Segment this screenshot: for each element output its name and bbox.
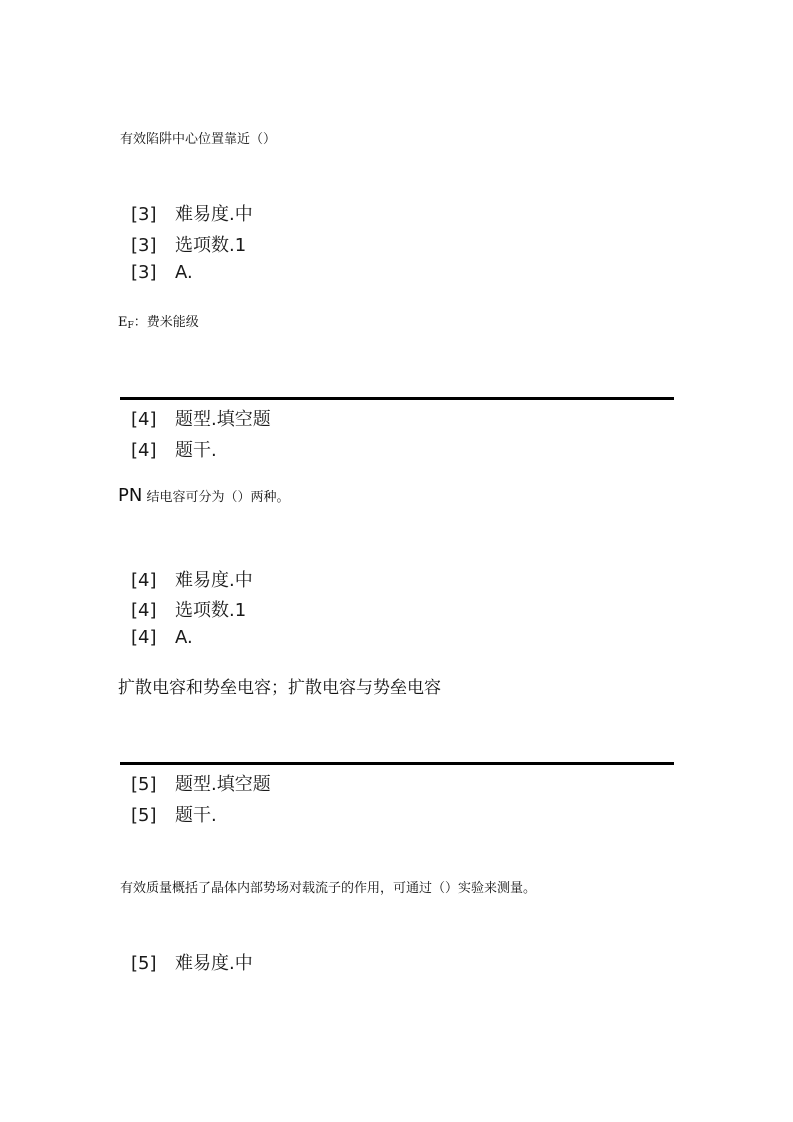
- q4-answer-text: 扩散电容和势垒电容；扩散电容与势垒电容: [118, 678, 441, 698]
- q3-answer-num: [3]: [131, 262, 157, 283]
- q4-type-num: [4]: [131, 409, 157, 430]
- q5-type: [131, 770, 271, 796]
- q4-answer: [131, 627, 193, 648]
- q3-answer-label: A.: [175, 262, 193, 283]
- q4-type-text: 题型.填空题: [175, 409, 271, 430]
- q3-options-num: [3]: [131, 235, 157, 256]
- q5-divider: [120, 762, 674, 765]
- q5-stem-label-num: [5]: [131, 805, 157, 826]
- q4-options-text: 选项数.1: [175, 600, 247, 621]
- q4-stem: [118, 485, 289, 506]
- q5-stem-label-text: 题干.: [175, 805, 217, 826]
- q5-difficulty-text: 难易度.中: [175, 953, 253, 974]
- q4-difficulty-text: 难易度.中: [175, 570, 253, 591]
- q3-difficulty: [131, 200, 253, 226]
- q4-stem-label-num: [4]: [131, 440, 157, 461]
- q5-difficulty-num: [5]: [131, 953, 157, 974]
- q3-difficulty-text: 难易度.中: [175, 204, 253, 225]
- q3-answer-text-main: E: [118, 315, 128, 330]
- q4-difficulty: [131, 566, 253, 592]
- q4-difficulty-num: [4]: [131, 570, 157, 591]
- q3-options: [131, 231, 246, 257]
- q3-options-text: 选项数.1: [175, 235, 247, 256]
- q4-divider: [120, 397, 674, 400]
- q4-stem-text: 结电容可分为（）两种。: [142, 490, 290, 505]
- q4-options-num: [4]: [131, 600, 157, 621]
- q4-stem-label: [131, 436, 217, 462]
- q3-answer-text: [118, 311, 199, 331]
- q3-answer: [131, 262, 193, 283]
- q5-type-text: 题型.填空题: [175, 774, 271, 795]
- q4-answer-label: A.: [175, 627, 193, 648]
- q4-stem-prefix: PN: [118, 485, 143, 506]
- q3-difficulty-num: [3]: [131, 204, 157, 225]
- q4-type: [131, 405, 271, 431]
- q3-stem: 有效陷阱中心位置靠近（）: [120, 132, 277, 147]
- q5-stem-label: [131, 801, 217, 827]
- q5-stem: 有效质量概括了晶体内部势场对载流子的作用，可通过（）实验来测量。: [120, 881, 537, 896]
- q5-difficulty: [131, 949, 253, 975]
- q5-type-num: [5]: [131, 774, 157, 795]
- q3-answer-text-sub: F: [127, 321, 134, 331]
- q4-answer-num: [4]: [131, 627, 157, 648]
- q3-answer-text-rest: ：费米能级: [133, 315, 199, 330]
- q4-stem-label-text: 题干.: [175, 440, 217, 461]
- q4-options: [131, 596, 246, 622]
